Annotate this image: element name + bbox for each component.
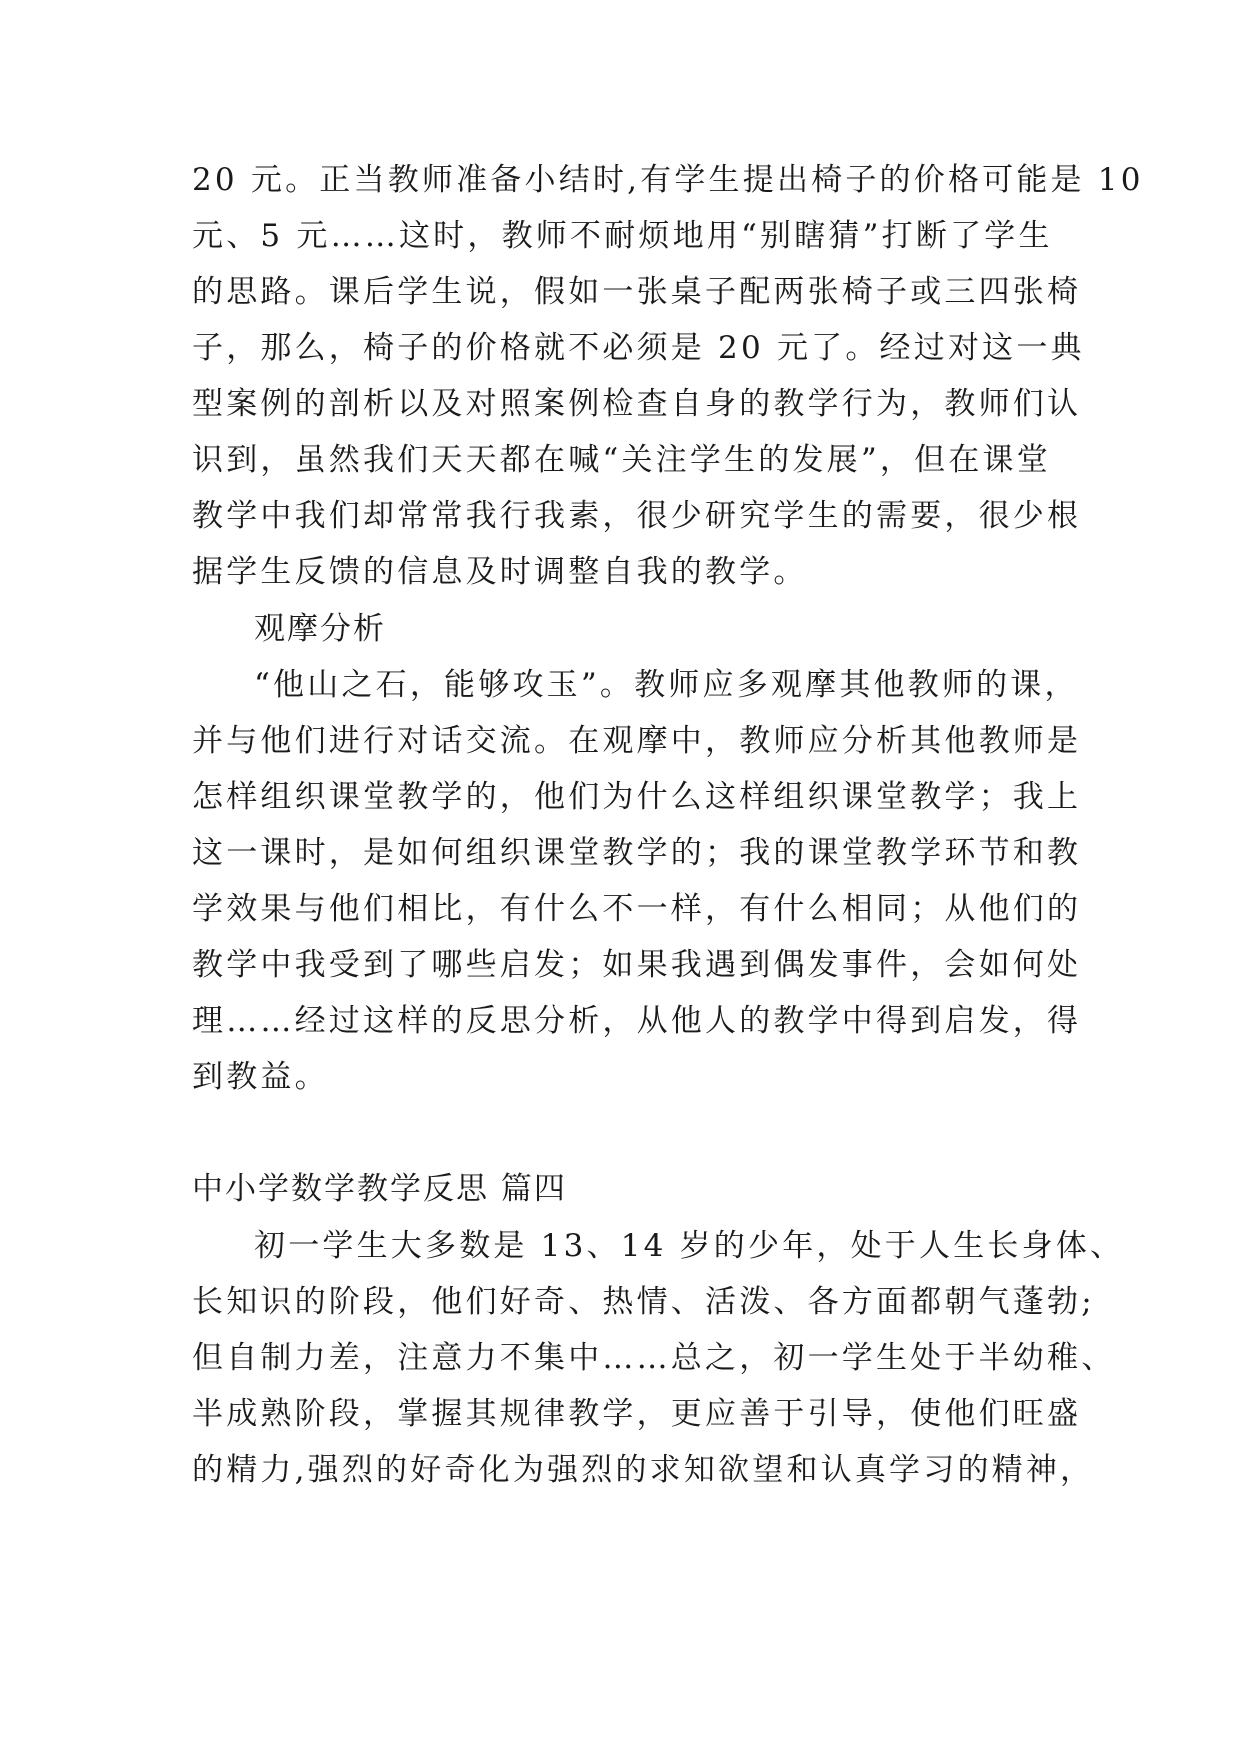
paragraph-3-line-4: 半成熟阶段，掌握其规律教学，更应善于引导，使他们旺盛 [192, 1396, 1082, 1432]
paragraph-2-line-7: 理……经过这样的反思分析，从他人的教学中得到启发，得 [192, 1003, 1082, 1039]
section-title: 中小学数学教学反思 篇四 [192, 1171, 567, 1207]
paragraph-3-line-1: 初一学生大多数是 13、14 岁的少年，处于人生长身体、 [254, 1228, 1125, 1264]
paragraph-2-line-5: 学效果与他们相比，有什么不一样，有什么相同；从他们的 [192, 891, 1082, 927]
paragraph-2-line-1: “他山之石，能够攻玉”。教师应多观摩其他教师的课， [254, 667, 1079, 703]
paragraph-3-line-2: 长知识的阶段，他们好奇、热情、活泼、各方面都朝气蓬勃; [192, 1284, 1095, 1320]
paragraph-2-line-3: 怎样组织课堂教学的，他们为什么这样组织课堂教学；我上 [192, 779, 1082, 815]
paragraph-1-line-4: 子，那么，椅子的价格就不必须是 20 元了。经过对这一典 [192, 330, 1085, 366]
paragraph-3-line-3: 但自制力差，注意力不集中……总之，初一学生处于半幼稚、 [192, 1340, 1116, 1376]
paragraph-1-line-7: 教学中我们却常常我行我素，很少研究学生的需要，很少根 [192, 498, 1082, 534]
subheading: 观摩分析 [254, 611, 386, 647]
paragraph-1-line-8: 据学生反馈的信息及时调整自我的教学。 [192, 554, 808, 590]
paragraph-1-line-6: 识到，虽然我们天天都在喊“关注学生的发展”，但在课堂 [192, 442, 1051, 478]
paragraph-1-line-1: 20 元。正当教师准备小结时,有学生提出椅子的价格可能是 10 [192, 162, 1144, 198]
paragraph-1-line-2: 元、5 元……这时，教师不耐烦地用“别瞎猜”打断了学生 [192, 218, 1053, 254]
paragraph-1-line-5: 型案例的剖析以及对照案例检查自身的教学行为，教师们认 [192, 386, 1082, 422]
paragraph-1-line-3: 的思路。课后学生说，假如一张桌子配两张椅子或三四张椅 [192, 274, 1082, 310]
paragraph-2-line-2: 并与他们进行对话交流。在观摩中，教师应分析其他教师是 [192, 723, 1082, 759]
paragraph-2-line-4: 这一课时，是如何组织课堂教学的；我的课堂教学环节和教 [192, 835, 1082, 871]
paragraph-2-line-6: 教学中我受到了哪些启发；如果我遇到偶发事件，会如何处 [192, 947, 1082, 983]
paragraph-2-line-8: 到教益。 [192, 1059, 329, 1095]
paragraph-3-line-5: 的精力,强烈的好奇化为强烈的求知欲望和认真学习的精神， [192, 1452, 1095, 1488]
